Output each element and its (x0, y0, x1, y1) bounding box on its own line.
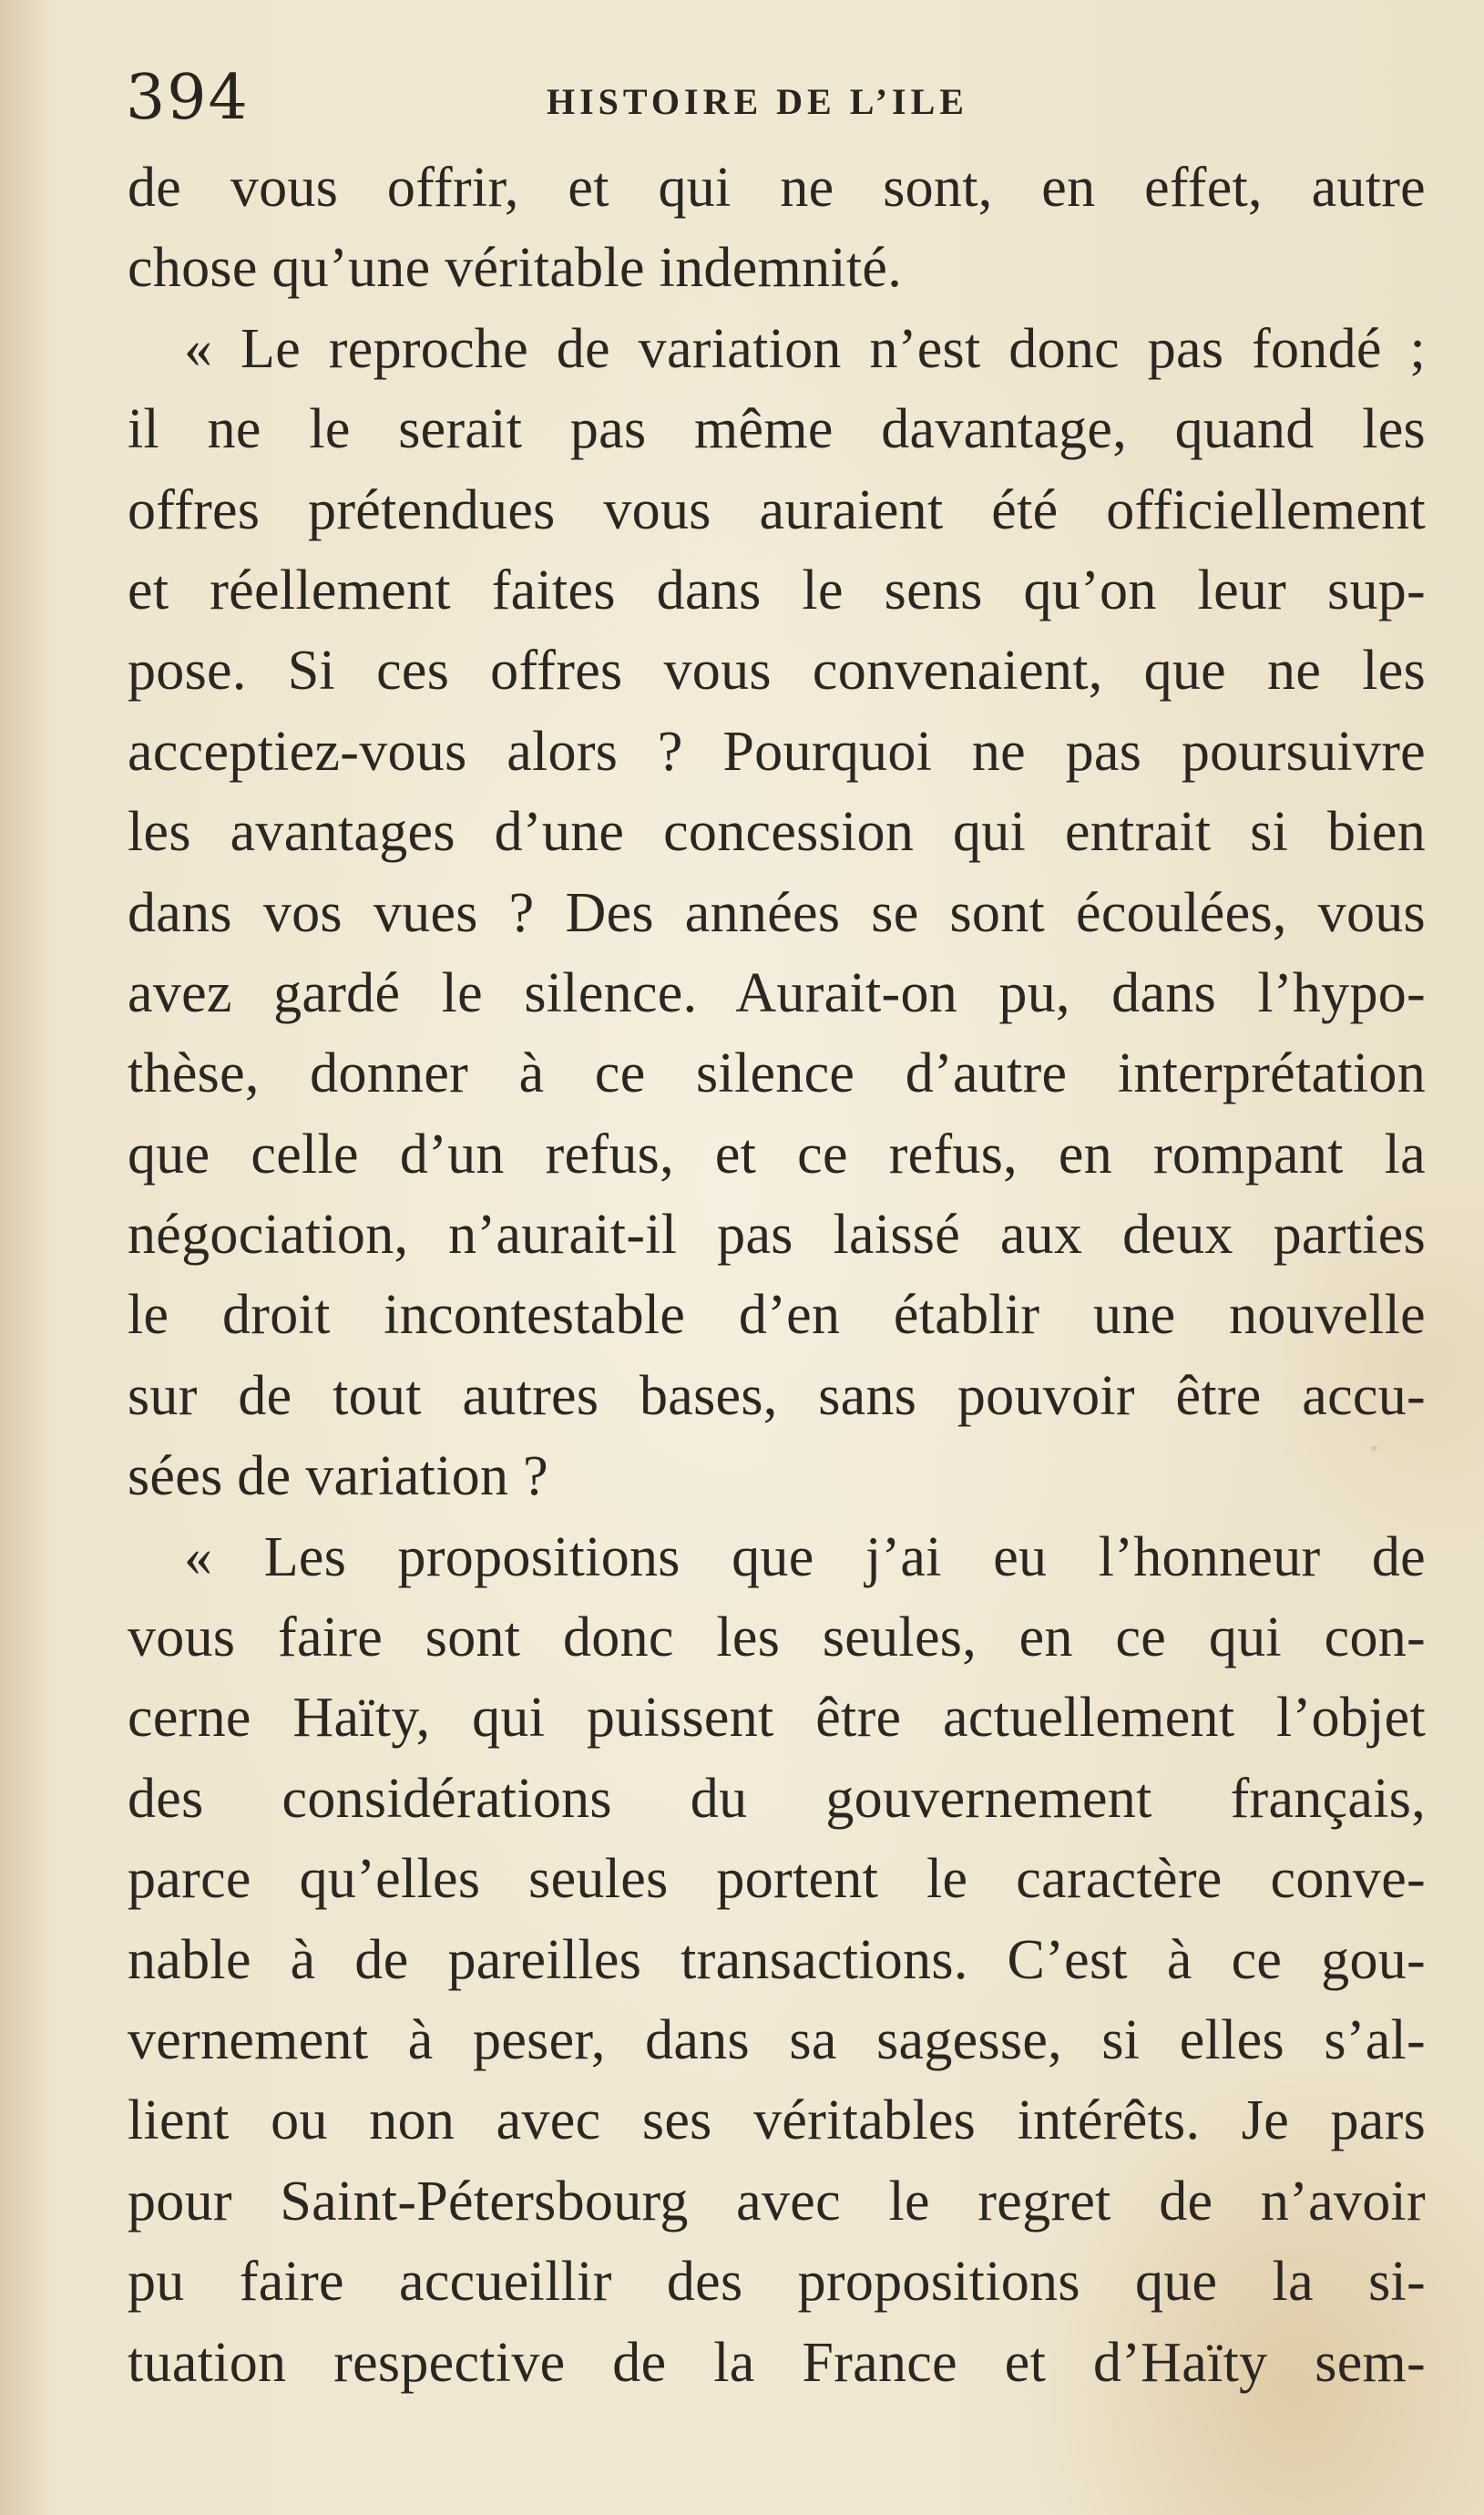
page-number: 394 (126, 62, 250, 134)
text-line: les avantages d’une concession qui entrait si bien (128, 801, 1426, 864)
text-line: cerne Haïty, qui puissent être actuellement l’objet (128, 1687, 1426, 1750)
text-line: de vous offrir, et qui ne sont, en effet, autre (128, 157, 1426, 219)
show-through-mark: · (1366, 1422, 1382, 1473)
text-line: avez gardé le silence. Aurait-on pu, dans l’hypo- (128, 961, 1426, 1024)
text-line: chose qu’une véritable indemnité. (128, 237, 903, 300)
text-line: tuation respective de la France et d’Haïty sem- (128, 2331, 1426, 2394)
text-line: lient ou non avec ses véritables intérêts. Je pars (128, 2089, 1426, 2152)
text-line: dans vos vues ? Des années se sont écoulées, vous (128, 881, 1426, 944)
text-line: acceptiez-vous alors ? Pourquoi ne pas poursuivre (128, 720, 1426, 783)
text-line: négociation, n’aurait-il pas laissé aux deux parties (128, 1204, 1426, 1267)
text-line: « Les propositions que j’ai eu l’honneur de (184, 1525, 1426, 1588)
text-line: que celle d’un refus, et ce refus, en rompant la (128, 1123, 1426, 1186)
text-line: sur de tout autres bases, sans pouvoir être accu- (128, 1364, 1426, 1427)
text-line: offres prétendues vous auraient été officiellement (128, 478, 1426, 541)
text-line: pu faire accueillir des propositions que la si- (128, 2251, 1426, 2314)
text-line: sées de variation ? (128, 1445, 548, 1508)
text-line: et réellement faites dans le sens qu’on leur sup- (128, 559, 1426, 621)
text-line: nable à de pareilles transactions. C’est à ce gou- (128, 1928, 1426, 1991)
text-line: des considérations du gouvernement français, (128, 1767, 1426, 1830)
text-line: le droit incontestable d’en établir une nouvelle (128, 1284, 1426, 1347)
text-line: « Le reproche de variation n’est donc pas fondé ; (184, 317, 1426, 380)
running-title: HISTOIRE DE L’ILE (547, 81, 968, 122)
body-text (128, 148, 1426, 2403)
text-line: thèse, donner à ce silence d’autre interprétation (128, 1042, 1426, 1105)
text-line: parce qu’elles seules portent le caractère conve- (128, 1848, 1426, 1911)
text-line: vernement à peser, dans sa sagesse, si elles s’al- (128, 2008, 1426, 2071)
running-head (0, 44, 1484, 144)
text-line: vous faire sont donc les seules, en ce qui con- (128, 1607, 1426, 1669)
text-line: pour Saint-Pétersbourg avec le regret de n’avoir (128, 2170, 1426, 2233)
gutter-shadow (0, 0, 55, 2515)
text-line: pose. Si ces offres vous convenaient, que ne les (128, 640, 1426, 703)
text-line: il ne le serait pas même davantage, quand les (128, 398, 1426, 461)
